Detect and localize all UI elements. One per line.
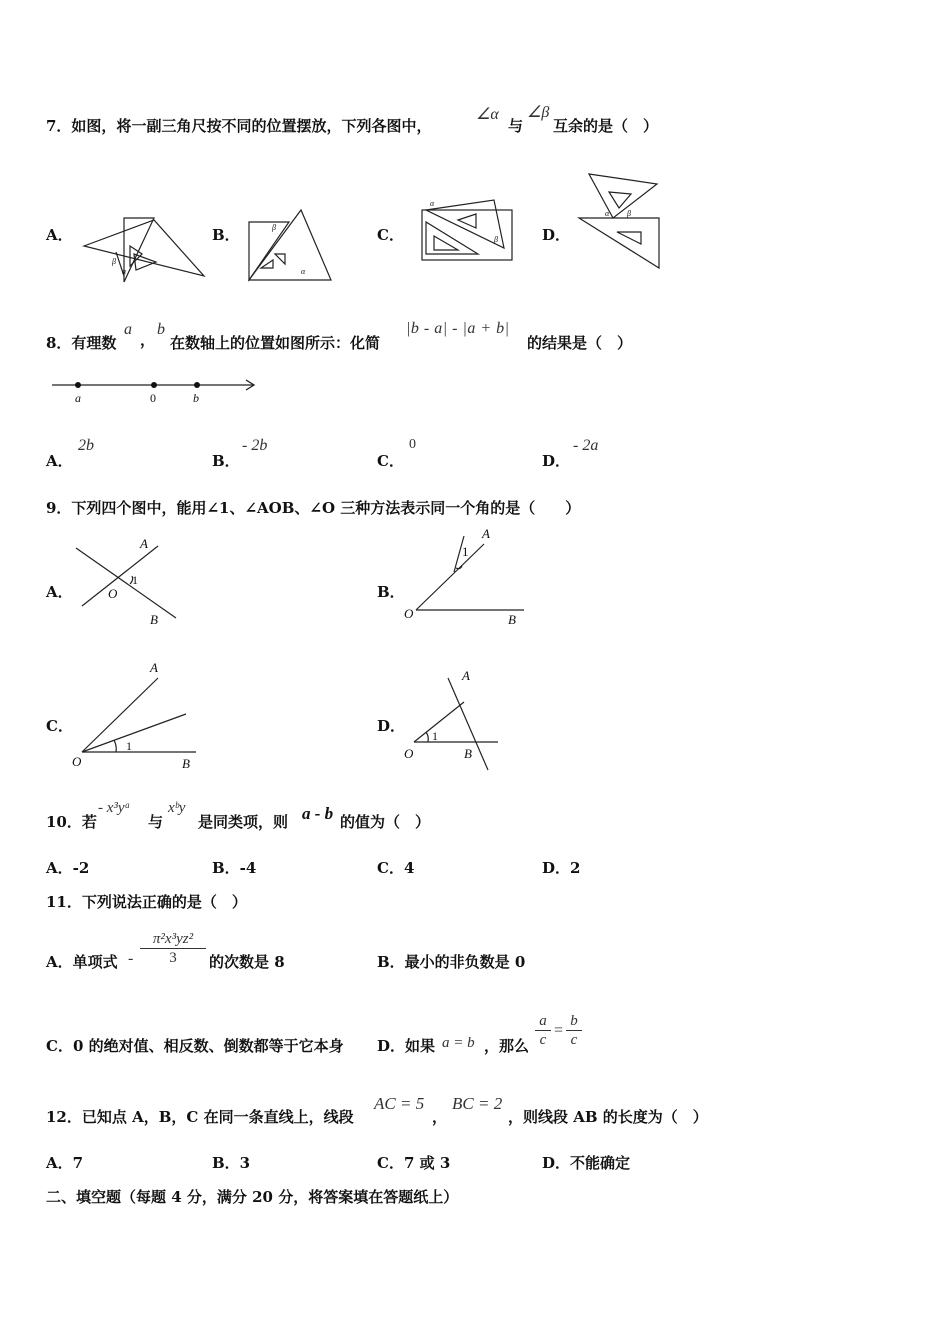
svg-text:O: O	[108, 586, 118, 601]
q9-figure-d	[402, 666, 512, 776]
q7-figure-a	[80, 212, 210, 287]
q10-mid: 与	[148, 813, 164, 831]
q10-term1: - x³yᵃ	[98, 800, 131, 816]
q12-option-d: D．不能确定	[542, 1154, 631, 1172]
q11-option-d-equals: =	[554, 1022, 564, 1039]
q11-option-d-fraction-right: $\frac{b}{c}$	[566, 1012, 582, 1049]
q8-stem-a: 8．有理数	[46, 334, 117, 352]
q8-stem-b: 在数轴上的位置如图所示：化简	[170, 334, 381, 352]
q7-option-b-label: B．	[212, 226, 240, 244]
q11-option-d-then: ，那么	[484, 1037, 530, 1055]
q7-beta: ∠β	[527, 104, 550, 121]
svg-text:A: A	[140, 536, 148, 551]
q7-figure-b	[245, 208, 335, 286]
q7-option-c-label: C．	[377, 226, 404, 244]
q9-stem: 9．下列四个图中，能用∠1、∠AOB、∠O 三种方法表示同一个角的是（ ）	[46, 499, 581, 517]
q11-option-a-fraction	[140, 930, 206, 967]
q12-stem-b: ，则线段 AB 的长度为（ ）	[508, 1108, 708, 1126]
q8-number-line	[50, 374, 260, 404]
q12-stem-a: 12．已知点 A，B，C 在同一条直线上，线段	[46, 1108, 354, 1126]
q10-stem-b: 是同类项，则	[198, 813, 289, 831]
q12-bc: BC = 2	[452, 1094, 503, 1113]
q11-stem: 11．下列说法正确的是（ ）	[46, 893, 247, 911]
svg-text:A: A	[482, 526, 490, 541]
q12-option-b: B．3	[212, 1154, 251, 1172]
q11-option-a-numerator: π²x³yz²	[140, 930, 206, 949]
q8-point-b	[194, 382, 200, 388]
q7-figure-c	[420, 196, 520, 264]
q11-option-a-tail: 的次数是 8	[209, 953, 285, 971]
q10-term2: xᵇy	[168, 800, 186, 816]
q8-stem-c: 的结果是（ ）	[527, 334, 633, 352]
q8-axis-label-zero: 0	[150, 391, 156, 405]
q12-comma: ，	[432, 1108, 448, 1126]
section-2-heading: 二、填空题（每题 4 分，满分 20 分，将答案填在答题纸上）	[46, 1188, 459, 1206]
svg-text:β: β	[627, 209, 631, 218]
svg-text:B: B	[182, 756, 190, 771]
q8-option-c-value: 0	[409, 437, 416, 452]
q8-axis-label-a: a	[75, 391, 81, 405]
q8-point-zero	[151, 382, 157, 388]
q11-option-c: C．0 的绝对值、相反数、倒数都等于它本身	[46, 1037, 344, 1055]
svg-text:1: 1	[462, 544, 469, 559]
q9-option-b-label: B．	[377, 583, 405, 601]
svg-text:1: 1	[132, 573, 138, 587]
svg-text:A: A	[462, 668, 470, 683]
q11-option-a-text: A．单项式	[46, 953, 118, 971]
q11-option-d-equation: a = b	[442, 1035, 475, 1051]
svg-text:A: A	[150, 660, 158, 675]
q9-option-c-label: C．	[46, 717, 73, 735]
q10-expression: a - b	[302, 804, 334, 823]
q7-mid: 与	[508, 117, 524, 135]
svg-text:α: α	[430, 199, 435, 208]
q7-option-a-label: A．	[46, 226, 73, 244]
q10-option-a: A．-2	[46, 859, 90, 877]
q8-option-d-value: - 2a	[573, 437, 599, 454]
q8-point-a	[75, 382, 81, 388]
svg-text:β: β	[112, 257, 116, 266]
q12-option-c: C．7 或 3	[377, 1154, 451, 1172]
svg-text:β: β	[272, 223, 276, 232]
svg-text:B: B	[508, 612, 516, 627]
q7-stem-a: 7．如图，将一副三角尺按不同的位置摆放，下列各图中，	[46, 117, 432, 135]
q10-option-b: B．-4	[212, 859, 257, 877]
q12-option-a: A．7	[46, 1154, 84, 1172]
svg-text:1: 1	[126, 739, 132, 753]
svg-text:B: B	[150, 612, 158, 627]
svg-text:O: O	[404, 606, 414, 621]
svg-text:O: O	[72, 754, 82, 769]
svg-text:α: α	[605, 209, 610, 218]
q10-option-c: C．4	[377, 859, 415, 877]
q9-option-a-label: A．	[46, 583, 73, 601]
q11-option-d-text: D．如果	[377, 1037, 436, 1055]
q10-stem-c: 的值为（ ）	[340, 813, 431, 831]
q8-axis-label-b: b	[193, 391, 199, 405]
q9-figure-b	[400, 524, 530, 629]
svg-text:1: 1	[432, 729, 438, 743]
q8-var-a: a	[124, 321, 132, 338]
q8-expression: |b - a| - |a + b|	[406, 320, 510, 337]
q7-option-d-label: D．	[542, 226, 571, 244]
q11-option-b: B．最小的非负数是 0	[377, 953, 526, 971]
q10-option-d: D．2	[542, 859, 581, 877]
svg-text:α: α	[122, 267, 127, 276]
q7-figure-d	[575, 172, 665, 270]
q8-option-a-label: A．	[46, 452, 73, 470]
svg-text:β: β	[494, 235, 498, 244]
q8-comma: ，	[140, 331, 156, 349]
q11-option-a-minus: -	[128, 950, 134, 967]
svg-text:O: O	[404, 746, 414, 761]
q8-option-b-value: - 2b	[242, 437, 268, 454]
q8-var-b: b	[157, 321, 165, 338]
q11-option-d-fraction-left: $\frac{a}{c}$	[535, 1012, 551, 1049]
q9-option-d-label: D．	[377, 717, 406, 735]
q9-figure-a	[72, 536, 182, 631]
q8-option-b-label: B．	[212, 452, 240, 470]
q7-alpha: ∠α	[476, 106, 499, 123]
q8-option-d-label: D．	[542, 452, 571, 470]
svg-text:α: α	[301, 267, 306, 276]
q10-stem-a: 10．若	[46, 813, 97, 831]
q12-ac: AC = 5	[374, 1094, 425, 1113]
svg-text:B: B	[464, 746, 472, 761]
q11-option-a-denominator: 3	[169, 950, 177, 966]
q8-option-c-label: C．	[377, 452, 404, 470]
q9-figure-c	[70, 660, 200, 775]
q7-stem-b: 互余的是（ ）	[553, 117, 659, 135]
q8-option-a-value: 2b	[78, 437, 94, 454]
